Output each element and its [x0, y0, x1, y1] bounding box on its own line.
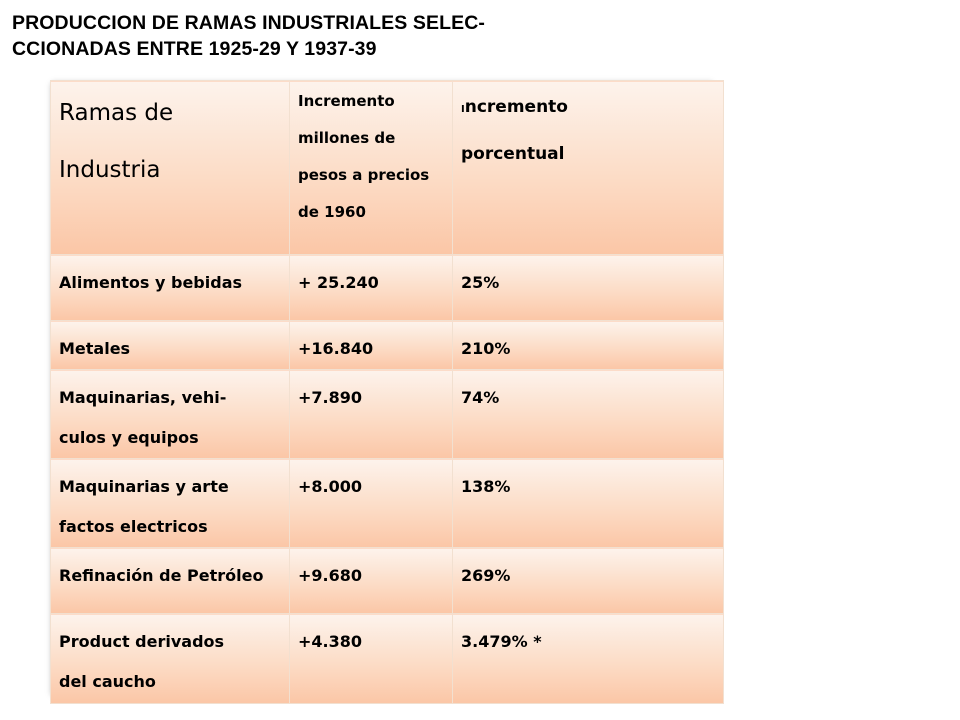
header-incremento-line-4: de 1960 [298, 203, 366, 221]
slide-title [12, 10, 652, 62]
cell-incremento: +9.680 [290, 548, 453, 614]
header-ramas-line-1: Ramas de [59, 100, 174, 126]
cell-rama [51, 255, 290, 321]
cell-rama-line: factos electricos [59, 517, 208, 536]
header-incremento-line-2: millones de [298, 129, 396, 147]
cell-rama [51, 548, 290, 614]
header-porcentual-line-2: porcentual [461, 144, 565, 164]
table-row [51, 370, 724, 459]
header-incremento-line-3: pesos a precios [298, 166, 430, 184]
cell-incremento: +4.380 [290, 614, 453, 704]
cell-porcentual: 210% [453, 321, 724, 370]
cell-rama-line: Alimentos y bebidas [59, 273, 243, 292]
title-line-1: PRODUCCION DE RAMAS INDUSTRIALES SELEC- [12, 12, 486, 34]
cell-porcentual: 138% [453, 459, 724, 548]
cell-rama-line: Maquinarias y arte [59, 477, 229, 496]
cell-rama [51, 370, 290, 459]
cell-porcentual: 74% [453, 370, 724, 459]
cell-rama-line: Refinación de Petróleo [59, 566, 264, 585]
table-row [51, 614, 724, 704]
header-porcentual-rest: ncremento [464, 97, 568, 117]
cell-incremento: +8.000 [290, 459, 453, 548]
cell-rama [51, 459, 290, 548]
header-porcentual-first-letter: I [461, 104, 465, 115]
cell-rama [51, 321, 290, 370]
cell-porcentual: 25% [453, 255, 724, 321]
table-row [51, 459, 724, 548]
table-row [51, 548, 724, 614]
cell-rama-line: del caucho [59, 672, 156, 691]
table-row [51, 255, 724, 321]
header-porcentual-line-1 [461, 85, 717, 132]
title-line-2: CCIONADAS ENTRE 1925-29 Y 1937-39 [12, 38, 377, 60]
industry-table-container [50, 80, 710, 692]
table-header-row [51, 81, 724, 255]
cell-rama-line: culos y equipos [59, 428, 199, 447]
cell-rama-line: Metales [59, 339, 131, 358]
cell-rama-line: Maquinarias, vehi- [59, 388, 227, 407]
header-incremento-line-1: Incremento [298, 92, 395, 110]
table-row [51, 321, 724, 370]
header-ramas [51, 81, 290, 255]
cell-incremento: +7.890 [290, 370, 453, 459]
industry-table [50, 80, 724, 704]
cell-porcentual: 269% [453, 548, 724, 614]
cell-rama [51, 614, 290, 704]
header-incremento-millones [290, 81, 453, 255]
cell-rama-line: Product derivados [59, 632, 225, 651]
cell-incremento: + 25.240 [290, 255, 453, 321]
cell-incremento: +16.840 [290, 321, 453, 370]
cell-porcentual: 3.479% * [453, 614, 724, 704]
header-ramas-line-2: Industria [59, 157, 161, 183]
header-incremento-porcentual [453, 81, 724, 255]
